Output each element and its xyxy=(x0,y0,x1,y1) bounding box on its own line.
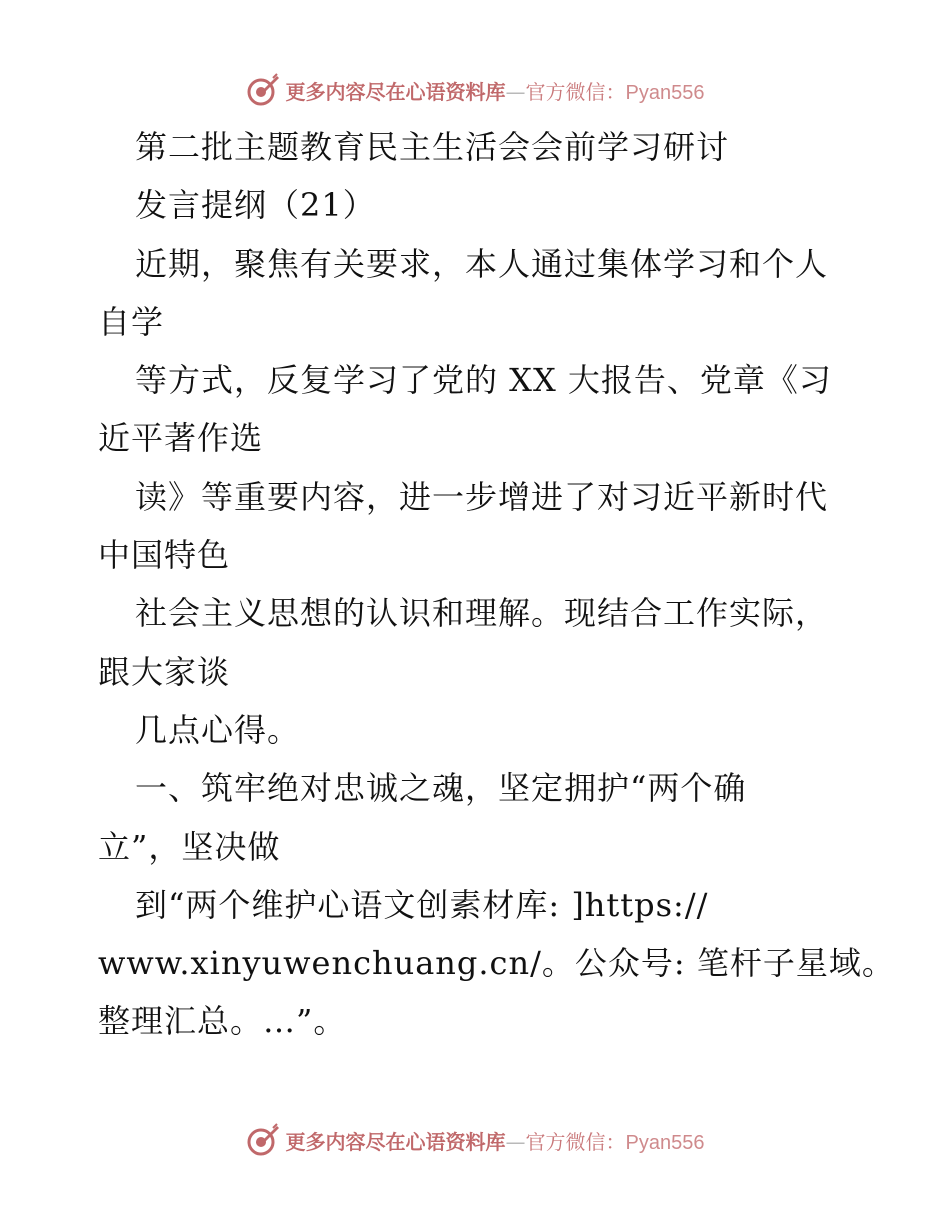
footer-watermark xyxy=(0,1120,950,1160)
watermark-wechat-label: 官方微信： xyxy=(525,79,626,104)
watermark-dash: — xyxy=(505,1129,526,1154)
paragraph-line: 几点心得。 xyxy=(135,710,301,749)
quill-logo-icon xyxy=(246,1123,280,1157)
title-line-1: 第二批主题教育民主生活会会前学习研讨 xyxy=(135,128,730,166)
paragraph-line: 自学 xyxy=(98,302,165,341)
paragraph-line: 读》等重要内容，进一步增进了对习近平新时代 xyxy=(135,477,829,516)
watermark-text xyxy=(286,1126,705,1155)
paragraph-line: 中国特色 xyxy=(98,536,231,575)
watermark-text xyxy=(286,76,705,105)
section-heading-line: 立”，坚决做 xyxy=(98,827,281,866)
watermark-wechat-id: Pyan556 xyxy=(625,81,705,104)
watermark-dash: — xyxy=(505,79,526,104)
section-heading-line: 一、筑牢绝对忠诚之魂，坚定拥护“两个确 xyxy=(135,769,747,808)
watermark-wechat-label: 官方微信： xyxy=(525,1129,626,1154)
header-watermark xyxy=(0,70,950,110)
paragraph-line: 到“两个维护心语文创素材库: ]https:// xyxy=(135,885,709,924)
paragraph-line: www.xinyuwenchuang.cn/。公众号: 笔杆子星域。 xyxy=(98,944,895,983)
paragraph-line: 跟大家谈 xyxy=(98,652,231,691)
paragraph-line: 近期，聚焦有关要求，本人通过集体学习和个人 xyxy=(135,244,829,283)
paragraph-line: 社会主义思想的认识和理解。现结合工作实际， xyxy=(135,594,829,633)
watermark-main: 更多内容尽在心语资料库 xyxy=(285,1129,506,1154)
paragraph-line: 等方式，反复学习了党的 XX 大报告、党章《习 xyxy=(135,361,832,400)
watermark-wechat-id: Pyan556 xyxy=(625,1131,705,1154)
paragraph-line: 近平著作选 xyxy=(98,419,264,458)
document-body xyxy=(98,118,898,1051)
title-line-2: 发言提纲（21） xyxy=(135,186,376,225)
watermark-main: 更多内容尽在心语资料库 xyxy=(285,79,506,104)
paragraph-line: 整理汇总。…”。 xyxy=(98,1002,347,1041)
quill-logo-icon xyxy=(246,73,280,107)
